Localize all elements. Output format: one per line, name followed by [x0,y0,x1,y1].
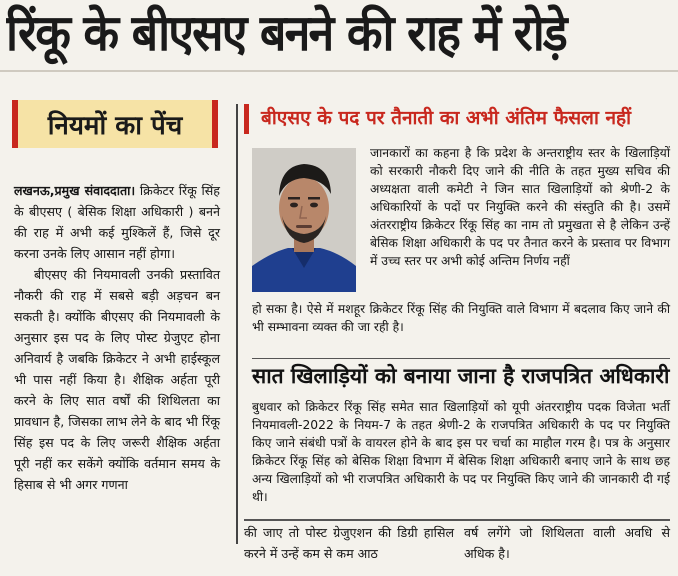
bottom-text-1: की जाए तो पोस्ट ग्रेजुएशन की डिग्री हासिल करने में उन्हें कम से कम आठ [244,525,454,561]
left-paragraph-2 [14,264,220,495]
kicker-text: बीएसए के पद पर तैनाती का अभी अंतिम फैसला नहीं [261,107,632,129]
dateline: लखनऊ,प्रमुख संवाददाता। [14,183,136,198]
left-paragraph-1 [14,180,220,264]
left-p2-text: बीएसए की नियमावली उनकी प्रस्तावित नौकरी की राह में सबसे बड़ी अड़चन बन सकती है। क्योंकि बीएसए की नियमावली के अनुसार इस पद के लिए पोस्ट ग्रेजुएट होना अनिवार्य है जबकि क्रिकेटर ने अभी हाईस्कूल भी पास नहीं किया है। शैक्षिक अर्हता पूरी करने के लिए सात वर्षों की शिथिलता का प्रावधान है, जिसका लाभ लेने के बाद भी रिंकू सिंह इस पद के लिए जरूरी शैक्षिक अर्हता पूरी नहीं कर सकेंगे क्योंकि वर्तमान समय के हिसाब से भी अगर गणना [14,267,220,492]
kicker-bar [244,104,670,134]
bottom-divider [244,519,670,521]
bottom-column-1 [244,522,454,564]
headline: रिंकू के बीएसए बनने की राह में रोड़े [6,4,566,62]
left-p1-text: क्रिकेटर रिंकू सिंह के बीएसए ( बेसिक शिक्षा अधिकारी ) बनने की राह में अभी कई मुश्किलें हैं, जिसे दूर करना उनके लिए आसान नहीं होगा। [14,183,220,261]
section-box-title: नियमों का पेंच [12,100,218,148]
column-divider [236,104,238,544]
right-column-continued [252,300,670,336]
divider [0,70,678,72]
right-column-bottom [252,398,670,506]
right-paragraph-1-cont: हो सका है। ऐसे में मशहूर क्रिकेटर रिंकू सिंह की नियुक्ति वाले विभाग में बदलाव किए जाने की भी सम्भावना व्यक्त की जा रही है। [252,302,670,334]
right-column-top [370,144,670,270]
left-column [14,180,220,495]
subheadline: सात खिलाड़ियों को बनाया जाना है राजपत्रित अधिकारी [252,358,670,395]
right-paragraph-1: जानकारों का कहना है कि प्रदेश के अन्तराष्ट्रीय स्तर के खिलाड़ियों को सरकारी नौकरी दिए जाने की नीति के तहत मुख्य सचिव की अध्यक्षता वाली कमेटी ने जिन सात खिलाड़ियों को श्रेणी-2 के अधिकारियों के पदों पर नियुक्ति करने की संस्तुति की है। उसमें अंतरराष्ट्रीय क्रिकेटर रिंकू सिंह का नाम तो प्रमुखता से है लेकिन उन्हें बेसिक शिक्षा अधिकारी के पद पर तैनात करने के प्रस्ताव पर विभाग में उच्च स्तर पर अभी कोई अन्तिम निर्णय नहीं [370,146,670,268]
player-photo [252,148,356,292]
right-paragraph-2: बुधवार को क्रिकेटर रिंकू सिंह समेत सात खिलाड़ियों को यूपी अंतरराष्ट्रीय पदक विजेता भर्ती नियमावली-2022 के नियम-7 के तहत श्रेणी-2 के राजपत्रित अधिकारी के पद पर नियुक्ति किए जाने संबंधी पत्रों के वायरल होने के बाद इस पर चर्चा का माहौल गरम है। पत्र के अनुसार क्रिकेटर रिंकू सिंह को बेसिक शिक्षा विभाग में बेसिक शिक्षा अधिकारी बनाए जाने के साथ छह अन्य खिलाड़ियों को भी राजपत्रित अधिकारी के पद पर नियुक्ति किए जाने की जानकारी दी गई थी। [252,400,670,504]
bottom-text-2: वर्ष लगेंगे जो शिथिलता वाली अवधि से अधिक है। [464,525,670,561]
bottom-column-2 [464,522,670,564]
